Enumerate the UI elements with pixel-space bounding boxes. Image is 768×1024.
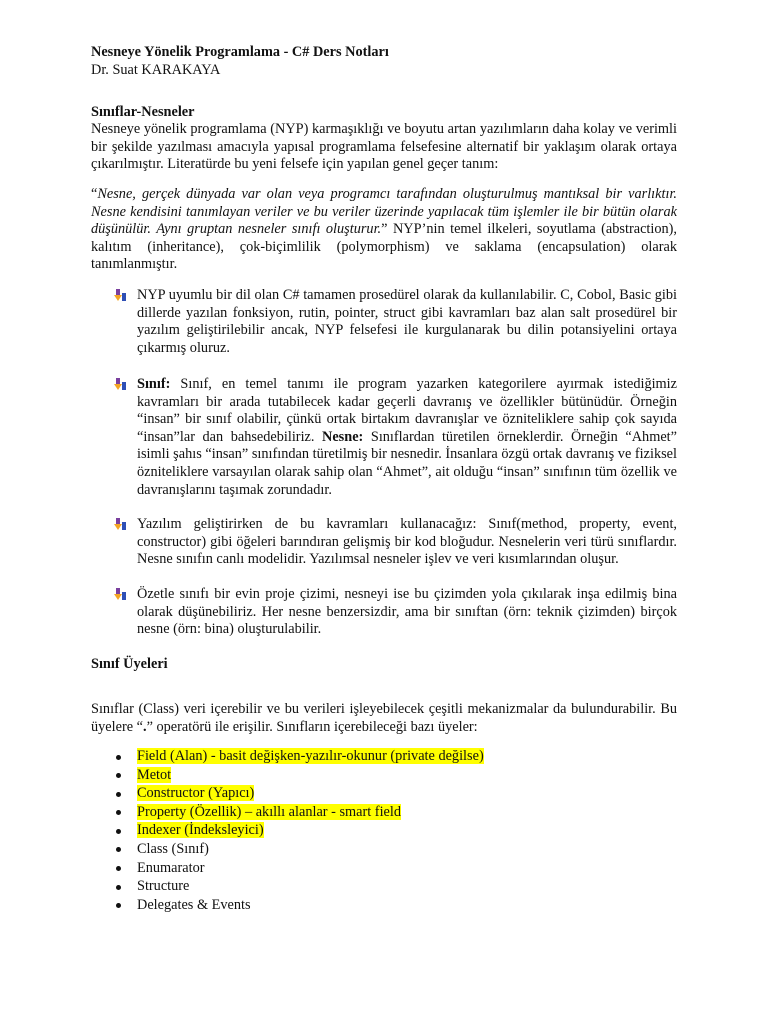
definition-paragraph <box>91 186 677 274</box>
dot-bullet-icon <box>116 829 121 834</box>
class-members-list <box>91 748 511 915</box>
arrow-bullet-icon <box>114 518 127 531</box>
dot-bullet-icon <box>116 792 121 797</box>
definition-quote: Nesne, gerçek dünyada var olan veya programcı tarafından oluşturulmuş mantıksal bir varlıktır. Nesne kendisini tanımlayan veriler ve bu veriler üzerinde yapılacak tüm işlemler ile bir bütün olarak düşünülür. Aynı gruptan nesneler sınıfı oluşturur. <box>91 186 677 238</box>
term-nesne: Nesne: <box>322 428 364 445</box>
list-item <box>91 860 511 879</box>
list-item <box>91 841 511 860</box>
dot-bullet-icon <box>116 847 121 852</box>
document-author: Dr. Suat KARAKAYA <box>91 62 221 78</box>
members-intro-text: ” operatörü ile erişilir. Sınıfların içerebileceği bazı üyeler: <box>146 718 478 735</box>
list-item <box>91 878 511 897</box>
bullet-item-ozetle <box>137 586 677 639</box>
section-heading-sinif-uyeleri: Sınıf Üyeleri <box>91 656 168 672</box>
bullet-text: Yazılım geliştirirken de bu kavramları kullanacağız: Sınıf(method, property, event, constructor) gibi öğeleri barındıran gelişmiş bir kod bloğudur. Nesnelerin veri türü sınıflardır. Nesne sınıfın canlı modelidir. Yazılımsal nesneler işlev ve veri kısımlarından oluşur. <box>137 516 677 568</box>
bullet-item-nyp-csharp <box>137 287 677 357</box>
members-intro-text: Sınıflar (Class) veri içerebilir ve bu verileri işleyebilecek çeşitli mekanizmalar da bulundurabilir. Bu üyelere “ <box>91 701 677 735</box>
member-label: Class (Sınıf) <box>137 840 209 857</box>
list-item <box>91 785 511 804</box>
dot-bullet-icon <box>116 773 121 778</box>
quote-open: “ <box>91 186 98 202</box>
members-intro-paragraph <box>91 701 677 736</box>
arrow-bullet-icon <box>114 378 127 391</box>
dot-bullet-icon <box>116 885 121 890</box>
member-label: Constructor (Yapıcı) <box>137 785 255 802</box>
member-label: Enumarator <box>137 859 205 876</box>
bullet-item-sinif-nesne <box>137 376 677 499</box>
term-sinif: Sınıf: <box>137 376 171 392</box>
bullet-text: NYP uyumlu bir dil olan C# tamamen prosedürel olarak da kullanılabilir. C, Cobol, Basic gibi dillerde yazılan fonksiyon, rutin, pointer, struct gibi kavramları baz alan salt prosedürel bir yazılım geliştirilebilir ancak, NYP felsefesi ile kurgulanarak bu dilin potansiyelini ortaya çıkarmış oluruz. <box>137 287 677 356</box>
list-item <box>91 804 511 823</box>
bullet-text: Sınıf, en temel tanımı ile program yazarken kategorilere ayırmak istediğimiz kavramları bir arada tutabilecek kadar geçerli davranış ve özellikler bütünüdür. Örneğin “insan” bir sınıf olabilir, çünkü ortak birtakım davranışlar ve özniteliklere sahip çok sayıda “insan”lar dan bahsedebiliriz. <box>137 376 677 445</box>
member-label: Metot <box>137 766 172 783</box>
bullet-text: Özetle sınıfı bir evin proje çizimi, nesneyi ise bu çizimden yola çıkılarak inşa edilmiş bina olarak düşünebiliriz. Her nesne benzersizdir, ama bir sınıftan (örn: teknik çizimden) birçok nesne (örn: bina) oluşturulabilir. <box>137 586 677 638</box>
dot-bullet-icon <box>116 810 121 815</box>
intro-paragraph: Nesneye yönelik programlama (NYP) karmaşıklığı ve boyutu artan yazılımların daha kolay ve verimli bir şekilde yazılması amacıyla yapısal programlama felsefesine alternatif bir yaklaşım olarak ortaya çıkarılmıştır. Literatürde bu yeni felsefe için yapılan genel geçer tanım: <box>91 121 677 173</box>
dot-bullet-icon <box>116 866 121 871</box>
bullet-item-yazilim <box>137 516 677 569</box>
list-item <box>91 822 511 841</box>
dot-bullet-icon <box>116 903 121 908</box>
section-heading-siniflar-nesneler: Sınıflar-Nesneler <box>91 104 195 120</box>
list-item <box>91 767 511 786</box>
bullet-text: Sınıflardan türetilen örneklerdir. Örneğin “Ahmet” isimli şahıs “insan” sınıfından türetilmiş bir nesnedir. İnsanlara özgü ortak davranış ve fiziksel özniteliklere varsayılan olarak sahip olan “Ahmet”, ait olduğu “insan” sınıfının tüm özellik ve davranışlarını taşımak zorundadır. <box>137 428 677 498</box>
document-title: Nesneye Yönelik Programlama - C# Ders Notları <box>91 44 389 60</box>
arrow-bullet-icon <box>114 289 127 302</box>
member-label: Delegates & Events <box>137 896 251 913</box>
member-label: Structure <box>137 878 190 895</box>
member-label: Field (Alan) - basit değişken-yazılır-okunur (private değilse) <box>137 748 484 764</box>
dot-operator: . <box>143 718 147 735</box>
principles-text: ” NYP’nin temel ilkeleri, soyutlama (abstraction), kalıtım (inheritance), çok-biçimlilik (polymorphism) ve saklama (encapsulation) olarak tanımlanmıştır. <box>91 221 677 273</box>
member-label: Property (Özellik) – akıllı alanlar - smart field <box>137 803 402 820</box>
member-label: Indexer (İndeksleyici) <box>137 822 264 839</box>
list-item <box>91 748 511 767</box>
list-item <box>91 897 511 916</box>
dot-bullet-icon <box>116 755 121 760</box>
arrow-bullet-icon <box>114 588 127 601</box>
